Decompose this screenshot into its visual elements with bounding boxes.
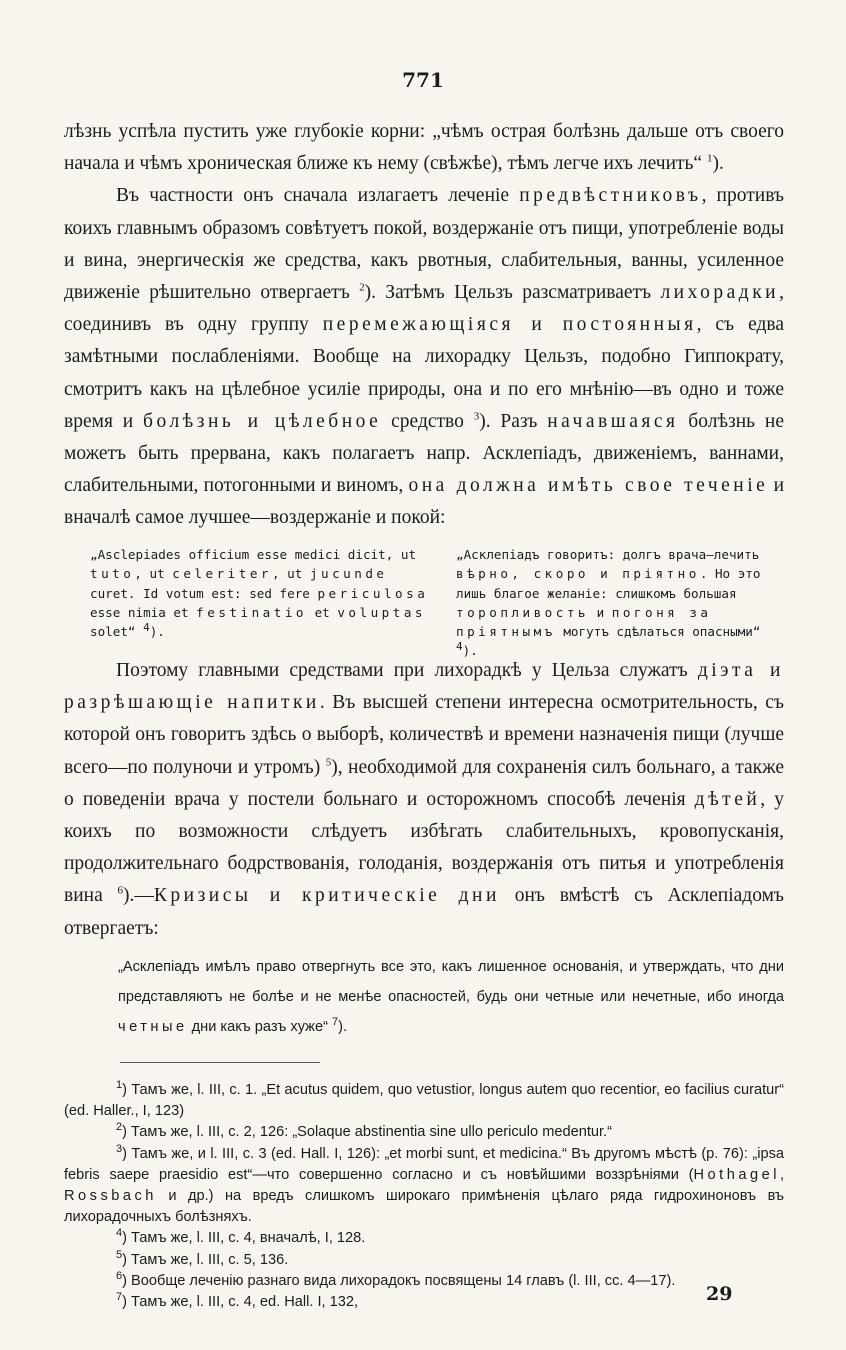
footnote: $^5$) Тамъ же, l. III, c. 5, 136. [116,1248,289,1268]
footnote: $^4$) Тамъ же, l. III, c. 4, вначалѣ, I, 128. [116,1227,366,1247]
signature-mark: 29 [706,1283,733,1305]
footnote-ref-4: 4 [456,640,463,654]
footnote: $^1$) Тамъ же, l. III, c. 1. „Et acutus quidem, quo vetustior, longus autem quo recentior, eo facilius curatur“ (ed. Haller., I, 123) [64,1079,784,1120]
two-column-quote [64,545,784,671]
spaced-term: перемежающіяся и постоянныя [322,314,697,336]
spaced-term: она должна имѣть свое теченіе [408,475,769,497]
main-text-lower [64,655,784,945]
footnote-ref-6: 6 [117,884,124,897]
footnote-rule [120,1062,320,1063]
paragraph-fever-remedies: Поэтому главными средствами при лихорадкѣ у Цельза служатъ діэта и разрѣшающіе напитки. Въ высшей степени интересна осмотрительность, съ которой онъ говоритъ здѣсь о выборѣ, количествѣ и времени назначенія пищи (лучше всего—по полуночи и утромъ) $^5$), необходимой для сохраненія силъ больнаго, а также о поведеніи врача у постели больнаго и осторожномъ способѣ леченія дѣтей, у коихъ по возможности слѣдуетъ избѣгать слабительныхъ, кровопусканія, продолжительнаго бодрствованія, голоданія, воздержанія отъ питья и употребленія вина $^6$).—Кризисы и критическіе дни онъ вмѣстѣ съ Асклепіадомъ отвергаетъ: [64,660,784,939]
paragraph-continuation: лѣзнь успѣла пустить уже глубокіе корни: „чѣмъ острая болѣзнь дальше отъ своего начала и чѣмъ хроническая ближе къ нему (свѣжѣе), тѣмъ легче ихъ лечить“ $^1$). [64,121,784,175]
footnote-ref-1: 1 [706,152,713,165]
spaced-term: болѣзнь и цѣлебное [143,410,382,432]
footnote: $^2$) Тамъ же, l. III, c. 2, 126: „Solaque abstinentia sine ullo periculo medentur.“ [116,1121,612,1141]
footnote: $^3$) Тамъ же, и l. III, c. 3 (ed. Hall. I, 126): „et morbi sunt, et medicina.“ Въ другомъ мѣстѣ (p. 76): „ipsa febris saepe praesidio est“—что совершенно согласно и съ новѣйшими воззрѣніями (Hothagel, Rossbach и др.) на вредъ слишкомъ широкаго примѣненія цѣлаго ряда гидрохиноновъ въ лихорадочныхъ болѣзняхъ. [64,1142,784,1226]
russian-quote: „Асклепіадъ говоритъ: долгъ врача—лечить вѣрно, скоро и пріятно. Но это лишь благое желаніе: слишкомъ большая торопливость и погоня за пріятнымъ могутъ сдѣлаться опасными“ $^4$). [456,547,761,659]
footnote-ref-4: 4 [143,621,150,634]
main-text-upper [64,116,784,535]
footnote-ref-2: 2 [359,281,365,294]
spaced-term: дѣтей [694,788,761,810]
footnote-ref-5: 5 [325,756,332,769]
spaced-term: лихорадки [660,282,780,304]
latin-quote: „Asclepiades officium esse medici dicit, ut tuto, ut celeriter, ut jucunde curet. Id votum est: sed fere periculosa esse nimia et festinatio et voluptas solet“ $^4$). [90,547,429,640]
spaced-term: начавшаяся [547,410,679,432]
spaced-term: діэта и разрѣшающіе напитки [64,660,784,714]
spaced-term: предвѣстниковъ [519,185,702,207]
footnote-ref-3: 3 [473,410,480,423]
spaced-term: Кризисы и критическіе дни [153,885,500,907]
paragraph-treatment: Въ частности онъ сначала излагаетъ леченіе предвѣстниковъ, противъ коихъ главнымъ образомъ совѣтуетъ покой, воздержаніе отъ пищи, употребленіе воды и вина, энергическія же средства, какъ рвотныя, слабительныя, ванны, усиленное движеніе рѣшительно отвергаетъ $^2$). Затѣмъ Цельзъ разсматриваетъ лихорадки, соединивъ въ одну группу перемежающіяся и постоянныя, съ едва замѣтными послабленіями. Вообще на лихорадку Цельзъ, подобно Гиппократу, смотритъ какъ на цѣлебное усиліе природы, она и по его мнѣнію—въ одно и тоже время и болѣзнь и цѣлебное средство $^3$). Разъ начавшаяся болѣзнь не можетъ быть прервана, какъ полагаетъ напр. Асклепіадъ, движеніемъ, ваннами, слабительными, потогонными и виномъ, она должна имѣть свое теченіе и вначалѣ самое лучшее—воздержаніе и покой: [64,185,785,529]
footnote: $^7$) Тамъ же, l. III, c. 4, ed. Hall. I, 132, [116,1291,359,1311]
footnotes [64,1080,784,1313]
footnote-ref-7: 7 [331,1016,339,1029]
block-quote: „Асклепіадъ имѣлъ право отвергнуть все это, какъ лишенное основанія, и утверждать, что дни представляютъ не болѣе и не менѣе опасностей, будь они четные или нечетные, ибо иногда четные дни какъ разъ хуже“ $^7$). [118,959,784,1035]
page-number: 771 [402,68,444,92]
footnote: $^6$) Вообще леченію разнаго вида лихорадокъ посвящены 14 главъ (l. III, cc. 4—17). [116,1269,676,1289]
